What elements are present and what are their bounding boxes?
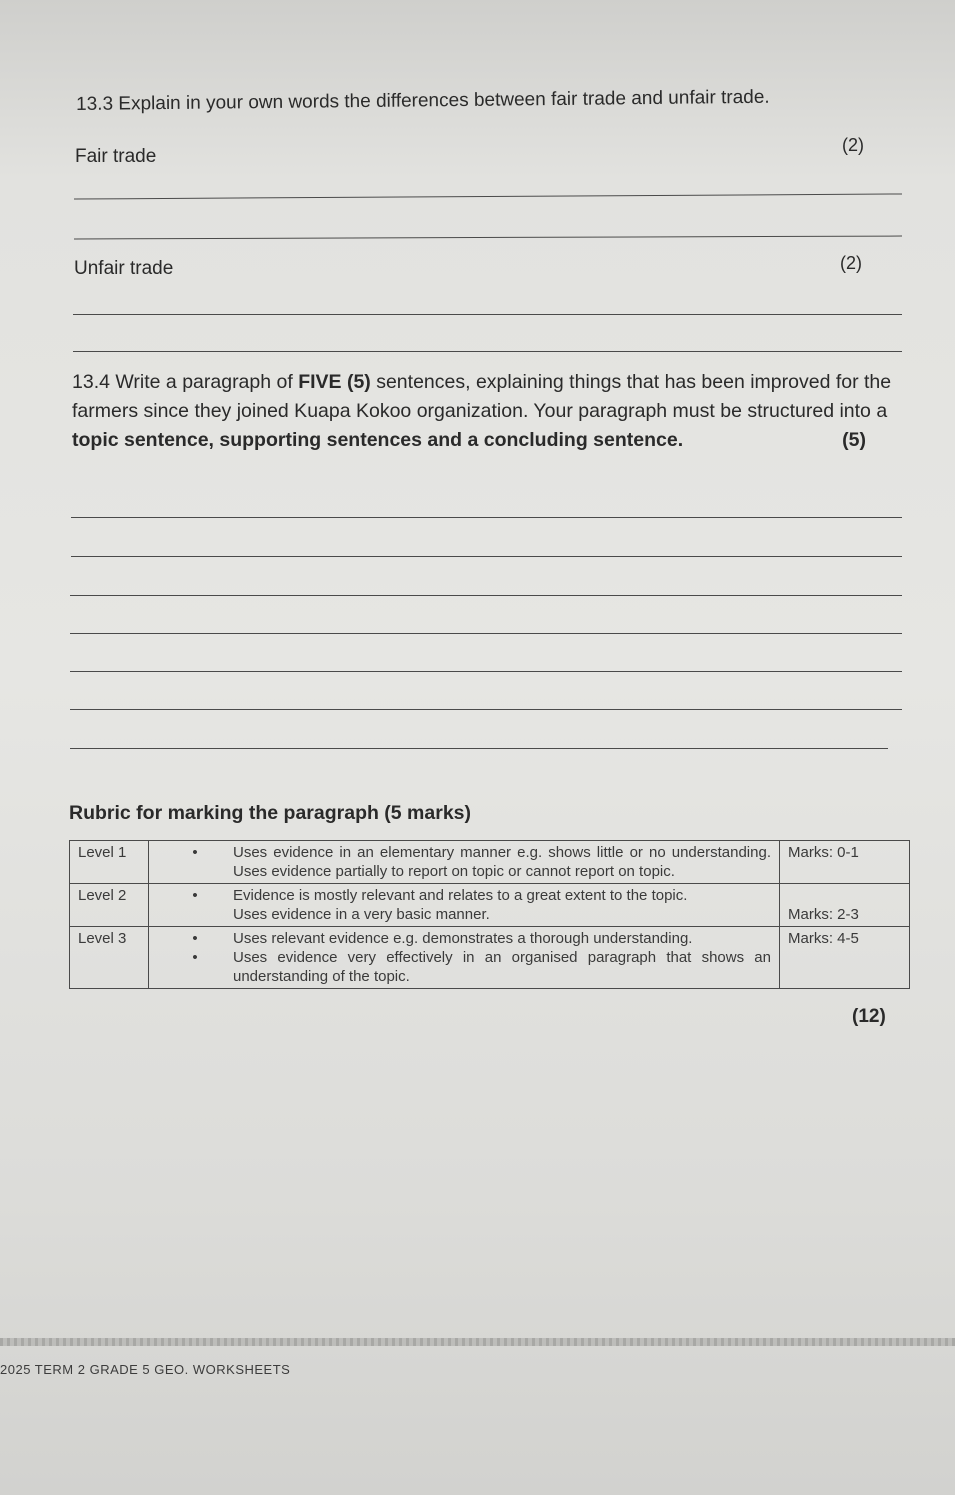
unfair-trade-label: Unfair trade [74, 258, 174, 279]
bullet-icon: • [192, 930, 198, 947]
footer-text: 2025 TERM 2 GRADE 5 GEO. WORKSHEETS [0, 1362, 291, 1377]
fair-trade-label: Fair trade [75, 146, 157, 167]
answer-line[interactable] [70, 595, 902, 596]
rubric-description: • Uses relevant evidence e.g. demonstrates a thorough understanding. • Uses evidence very effectively in an organised paragraph that shows an understanding of the topic. [149, 927, 780, 989]
footer-divider [0, 1338, 955, 1346]
bullet-icon: • [192, 949, 198, 966]
answer-line[interactable] [74, 236, 902, 240]
answer-line[interactable] [70, 709, 902, 710]
rubric-row [70, 927, 910, 989]
fair-trade-marks: (2) [842, 135, 864, 155]
rubric-marks: Marks: 0-1 [780, 841, 910, 884]
rubric-row [70, 841, 910, 884]
question-13-3-title: 13.3 Explain in your own words the differences between fair trade and unfair trade. [76, 86, 770, 115]
rubric-marks: Marks: 4-5 [780, 927, 910, 989]
answer-line[interactable] [70, 671, 902, 672]
answer-line[interactable] [73, 351, 902, 352]
answer-line[interactable] [73, 314, 902, 315]
rubric-level: Level 2 [70, 884, 149, 927]
answer-line[interactable] [70, 633, 902, 634]
question-13-4-text: 13.4 Write a paragraph of FIVE (5) sentences, explaining things that has been improved for the farmers since they joined Kuapa Kokoo organization. Your paragraph must be structured into a topic sentence, supporting sentences and a concluding sentence. (5) [72, 368, 902, 455]
rubric-row [70, 884, 910, 927]
rubric-level: Level 3 [70, 927, 149, 989]
rubric-title: Rubric for marking the paragraph (5 marks) [69, 802, 472, 824]
rubric-description: • Uses evidence in an elementary manner e.g. shows little or no understanding. Uses evidence partially to report on topic or cannot report on topic. [149, 841, 780, 884]
rubric-level: Level 1 [70, 841, 149, 884]
unfair-trade-marks: (2) [840, 253, 862, 273]
bullet-icon: • [192, 844, 198, 861]
answer-line[interactable] [70, 748, 888, 749]
answer-line[interactable] [71, 556, 902, 557]
total-marks: (12) [852, 1006, 886, 1027]
answer-line[interactable] [74, 193, 902, 199]
rubric-description: • Evidence is mostly relevant and relates to a great extent to the topic. Uses evidence in a very basic manner. [149, 884, 780, 927]
question-13-4-marks: (5) [842, 429, 866, 451]
answer-line[interactable] [71, 517, 902, 518]
bullet-icon: • [192, 887, 198, 904]
rubric-table [69, 840, 910, 989]
rubric-marks: Marks: 2-3 [780, 884, 910, 927]
